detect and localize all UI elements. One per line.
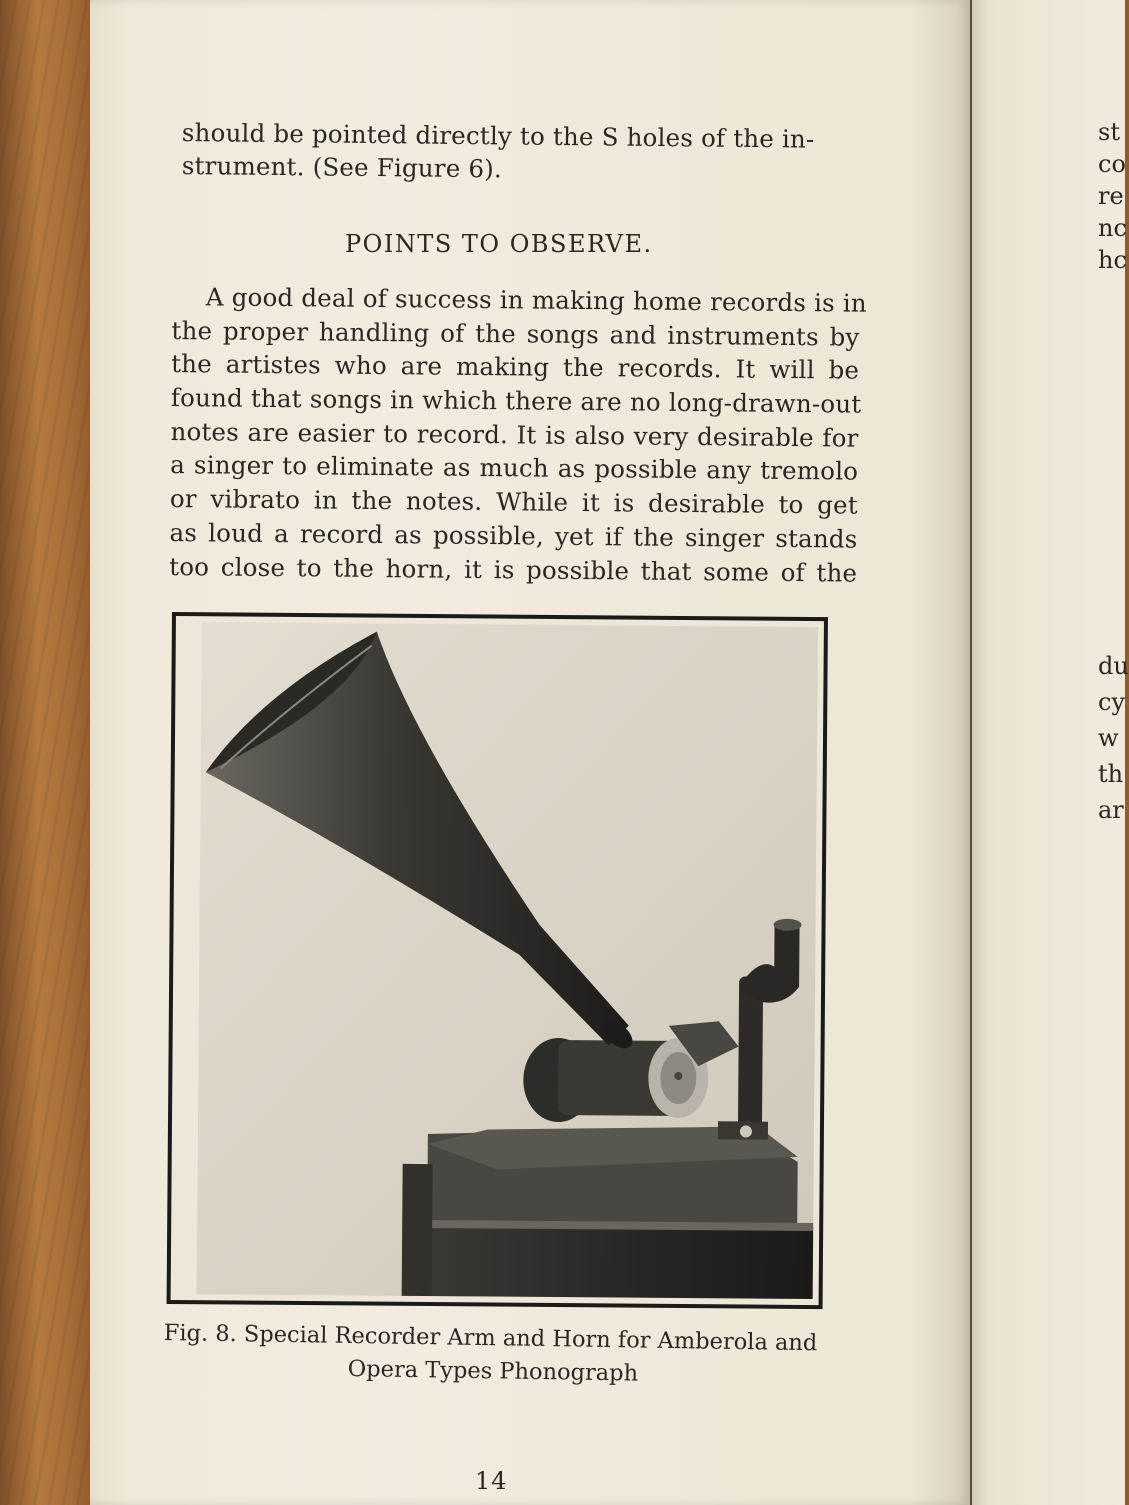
figure-8-frame [167,612,828,1309]
intro-line-1: should be pointed directly to the S holes of the in- [181,117,815,154]
right-page-fragment: re [1098,182,1124,210]
paragraph-line: notes are easier to record. It is also very desirable for [170,416,859,453]
phonograph-cabinet [402,1124,814,1299]
right-page-fragment: st [1098,118,1120,146]
paragraph-line: too close to the horn, it is possible that some of the [169,551,858,588]
right-page-fragment: hc [1098,246,1127,274]
figure-caption-line-1: Fig. 8. Special Recorder Arm and Horn for Amberola and [163,1320,818,1357]
right-page-fragment: ar [1098,796,1124,824]
page-number: 14 [475,1467,508,1495]
right-page-fragment: nc [1098,214,1127,242]
right-page-fragment: du [1098,652,1129,680]
paragraph-line: a singer to eliminate as much as possible any tremolo [170,450,859,487]
paragraph-line: A good deal of success in making home records is in [205,282,868,318]
figure-caption-line-2: Opera Types Phonograph [347,1356,639,1387]
paragraph-line: or vibrato in the notes. While it is desirable to get [169,484,859,520]
figure-8-background [171,616,824,1305]
paragraph-line: as loud a record as possible, yet if the singer stands [169,517,858,554]
right-page-fragment: cy [1098,688,1125,716]
right-page-fragment: w [1098,724,1119,752]
intro-line-2: strument. (See Figure 6). [181,150,503,184]
right-page-fragment: th [1098,760,1124,788]
paragraph-line: found that songs in which there are no long-drawn-out [170,383,862,419]
paragraph-line: the proper handling of the songs and instruments by [171,315,860,352]
right-page-fragment: co [1098,150,1126,178]
phonograph-illustration [197,622,818,1299]
paragraph [169,280,868,590]
paragraph-line: the artistes who are making the records. It will be [171,349,860,385]
wooden-table-surface [0,0,95,1505]
section-heading: POINTS TO OBSERVE. [345,230,653,258]
